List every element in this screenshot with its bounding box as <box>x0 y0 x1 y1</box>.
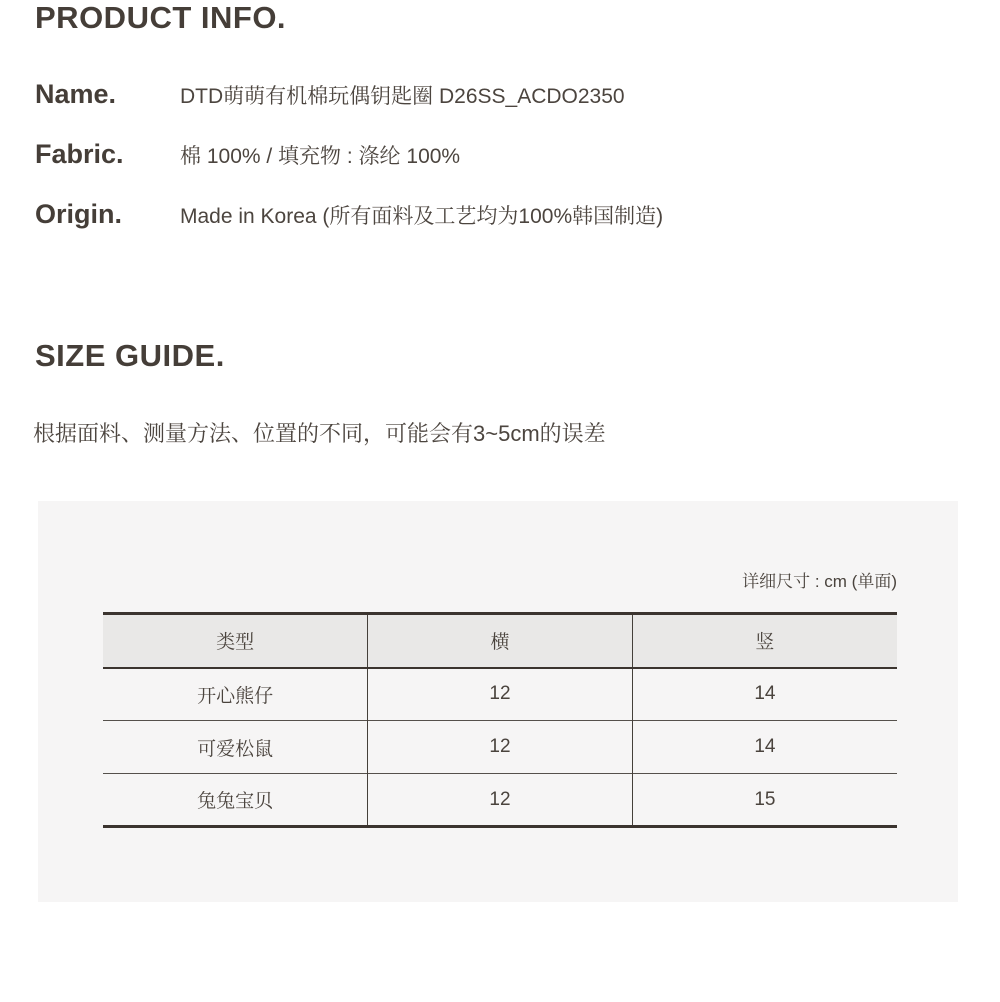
table-row <box>103 774 897 827</box>
size-table <box>103 612 897 828</box>
fabric-value: 棉 100% / 填充物 : 涤纶 100% <box>180 145 461 168</box>
origin-value: Made in Korea (所有面料及工艺均为100%韩国制造) <box>180 205 664 228</box>
row-width-cell: 12 <box>368 774 633 827</box>
row-height-cell: 14 <box>754 683 776 705</box>
row-width-cell: 12 <box>368 668 633 721</box>
size-unit-label: 详细尺寸 : cm (单面) <box>742 572 897 591</box>
row-type-cell: 可爱松鼠 <box>103 721 368 774</box>
size-table-container <box>103 612 897 828</box>
column-header-type: 类型 <box>103 614 368 668</box>
column-header-width: 横 <box>368 614 633 668</box>
size-tolerance-note: 根据面料、测量方法、位置的不同，可能会有3~5cm的误差 <box>33 421 606 446</box>
row-type-cell: 兔兔宝贝 <box>103 774 368 827</box>
table-row <box>103 668 897 721</box>
origin-label: Origin. <box>35 199 122 229</box>
table-row <box>103 721 897 774</box>
name-label: Name. <box>35 79 117 109</box>
row-height-cell: 14 <box>754 736 776 757</box>
size-guide-panel <box>38 501 958 902</box>
product-info-heading: PRODUCT INFO. <box>35 0 287 35</box>
name-value: DTD萌萌有机棉玩偶钥匙圈 D26SS_ACDO2350 <box>180 85 625 108</box>
column-header-height: 竖 <box>632 614 897 668</box>
size-table-header-row <box>103 614 897 668</box>
size-guide-heading: SIZE GUIDE. <box>35 338 225 373</box>
product-field-fabric <box>35 139 460 170</box>
product-field-origin <box>35 199 663 230</box>
row-height-cell: 15 <box>754 788 776 810</box>
product-field-name <box>35 79 625 110</box>
row-type-cell: 开心熊仔 <box>103 668 368 721</box>
fabric-label: Fabric. <box>35 139 124 169</box>
row-width-cell: 12 <box>368 721 633 774</box>
